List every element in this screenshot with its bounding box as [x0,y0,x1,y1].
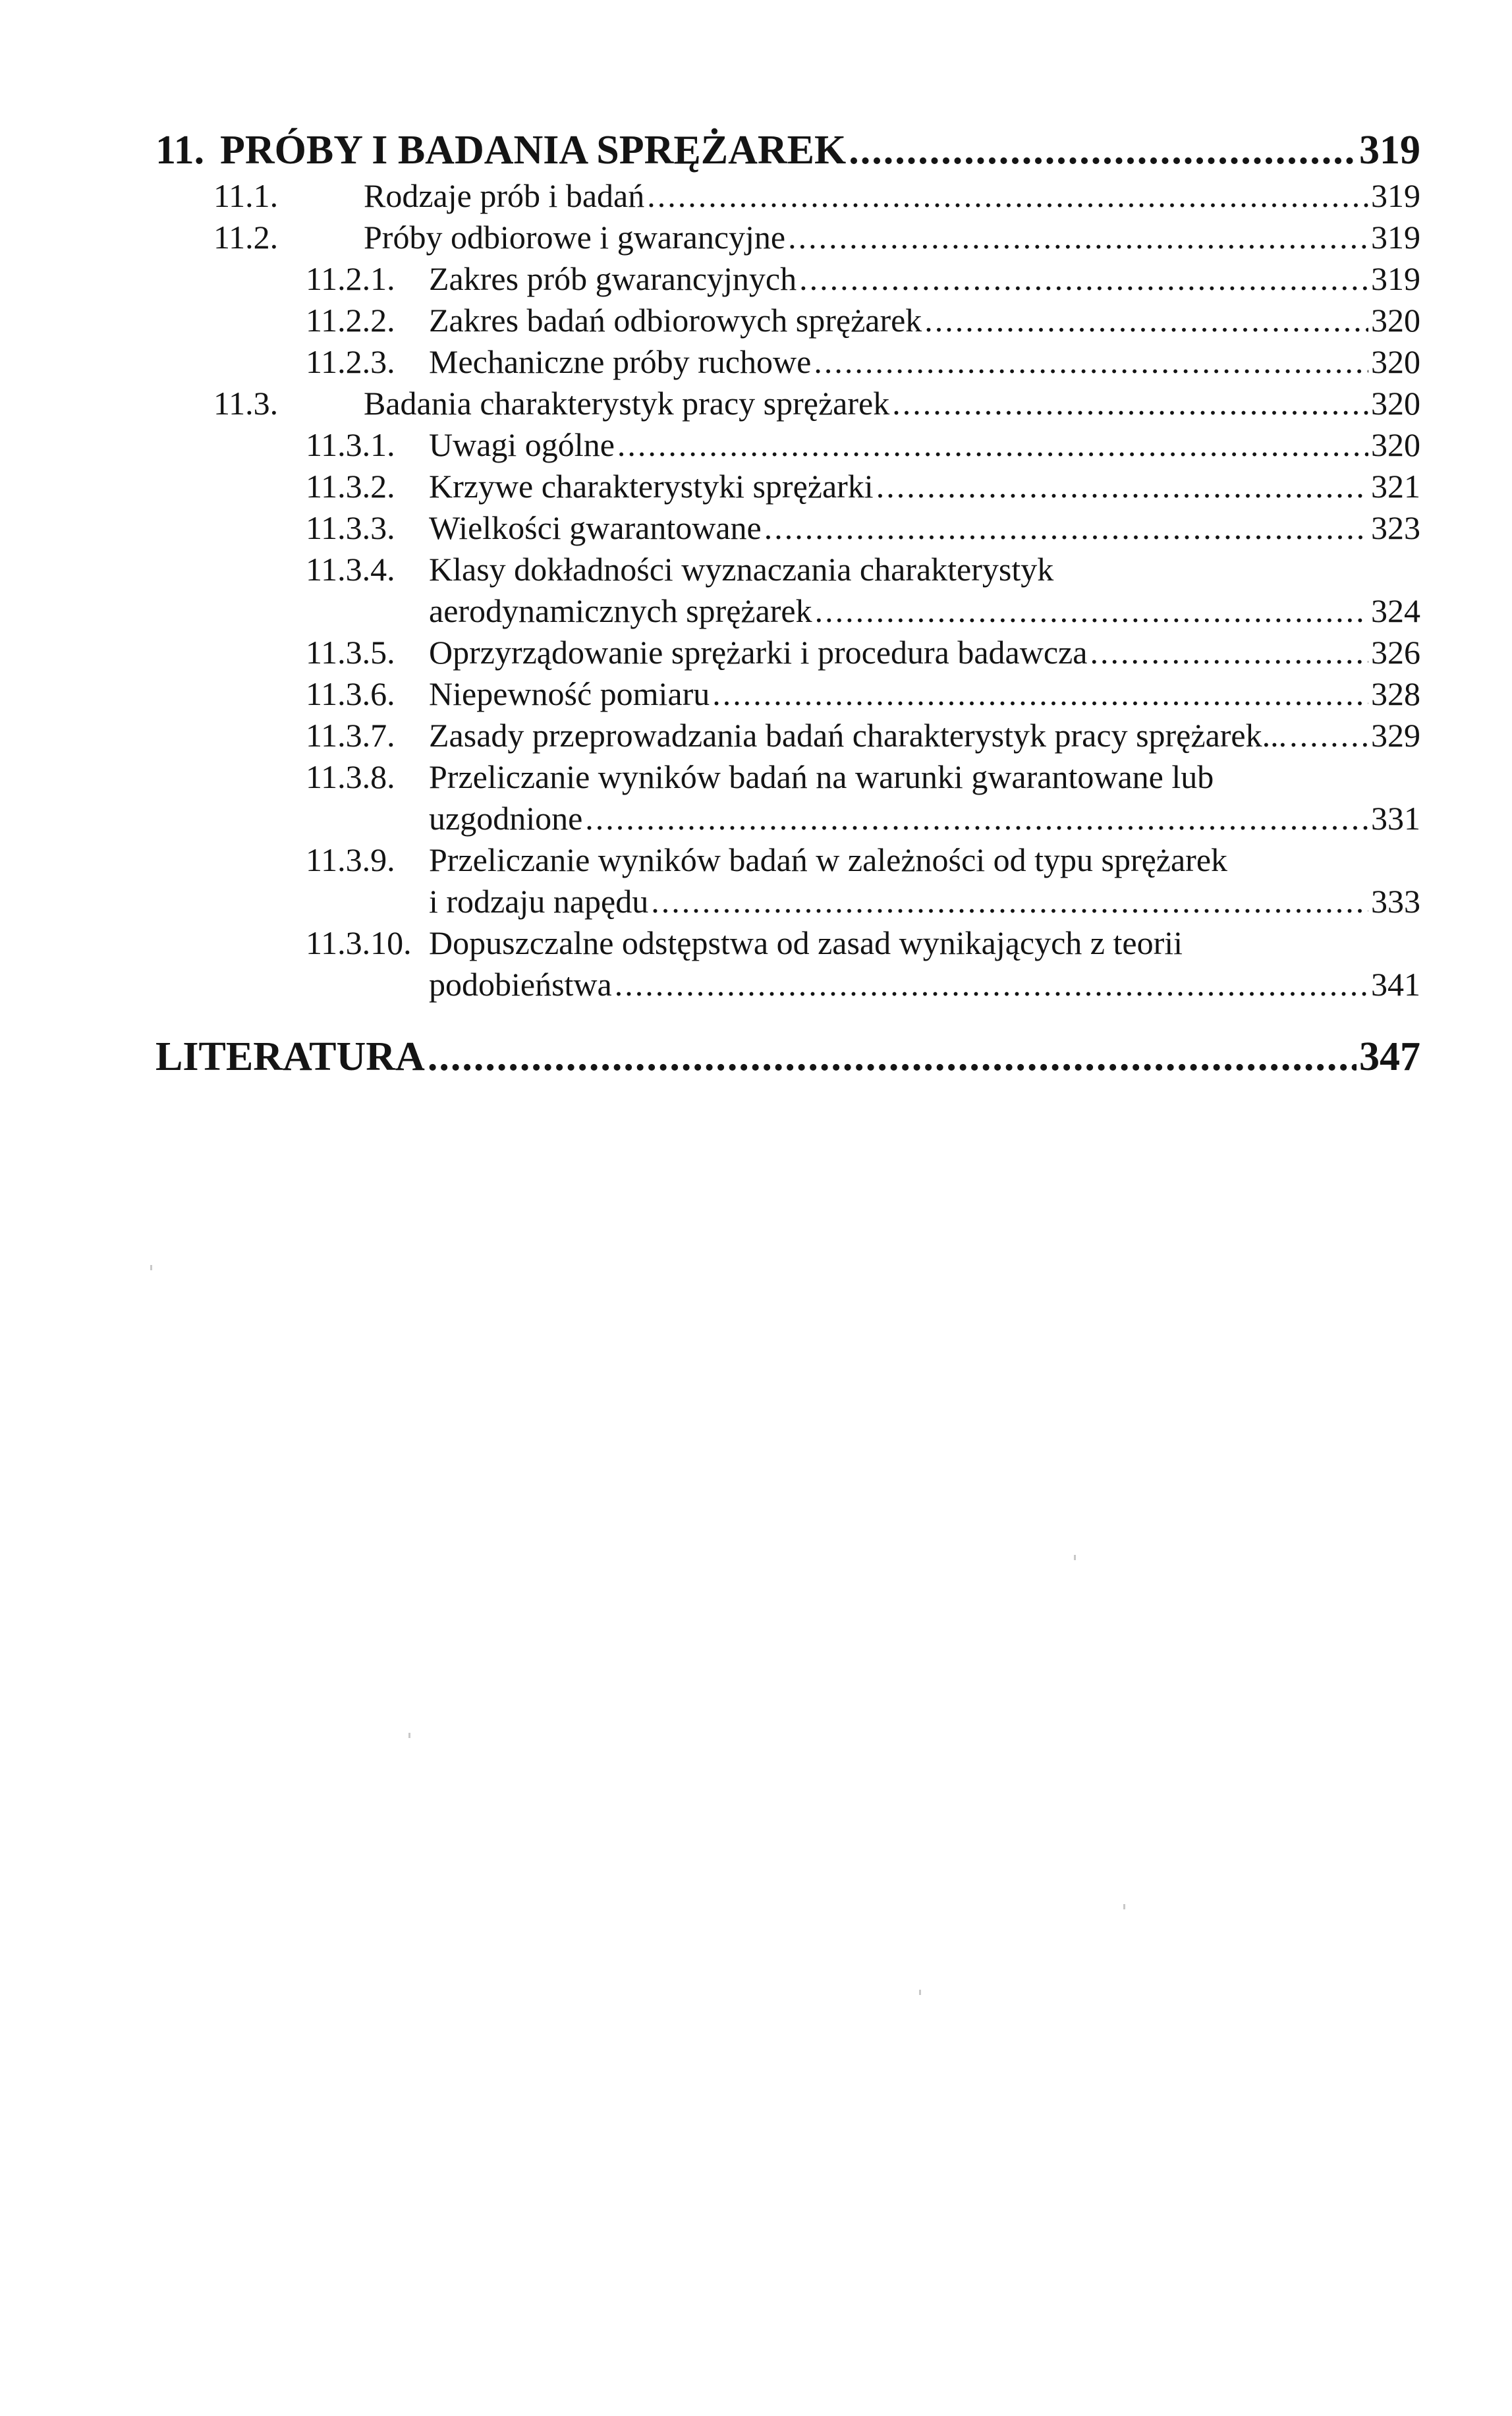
entry-body [429,632,1420,673]
entry-page: 320 [1371,302,1420,339]
entry-page: 329 [1371,717,1420,754]
toc-entry [155,507,1420,549]
entry-title: Przeliczanie wyników badań w zależności od typu sprężarek [429,841,1228,878]
chapter-heading [155,125,1420,175]
entry-title: Wielkości gwarantowane [429,509,762,546]
dot-leader [428,1032,1357,1082]
dot-leader [585,798,1368,839]
entry-body [429,300,1420,341]
entry-body [429,258,1420,300]
entry-number: 11.3.5. [306,634,395,671]
toc-entry [155,715,1420,756]
entry-number: 11.3.6. [306,675,395,712]
entry-title: podobieństwa [429,966,612,1003]
entry-number: 11.3.10. [306,924,412,961]
toc-entries [155,175,1420,1005]
entry-body [429,756,1420,839]
dot-leader [815,590,1368,632]
toc-entry [155,839,1420,922]
entry-number: 11.3.3. [306,509,395,546]
dot-leader [615,964,1368,1005]
entry-body [429,673,1420,715]
dot-leader [892,383,1368,424]
entry-number: 11.3.9. [306,841,395,878]
entry-title: Mechaniczne próby ruchowe [429,343,812,380]
entry-body [364,383,1420,424]
entry-page: 319 [1371,177,1420,214]
entry-number: 11.1. [213,177,279,214]
entry-page: 323 [1371,509,1420,546]
entry-page: 320 [1371,426,1420,463]
entry-number: 11.3.2. [306,468,395,505]
entry-number: 11.3.4. [306,551,395,588]
chapter-number: 11. [155,128,205,173]
literatura-page: 347 [1359,1034,1420,1079]
entry-page: 333 [1371,883,1420,920]
entry-title: Uwagi ogólne [429,426,615,463]
entry-body [429,424,1420,466]
dot-leader [647,175,1368,217]
toc-entry [155,424,1420,466]
entry-title: Oprzyrządowanie sprężarki i procedura badawcza [429,634,1088,671]
entry-title: Badania charakterystyk pracy sprężarek [364,385,890,422]
toc-entry [155,549,1420,632]
entry-number: 11.2.1. [306,260,395,297]
toc-entry [155,383,1420,424]
entry-page: 328 [1371,675,1420,712]
entry-title: Niepewność pomiaru [429,675,710,712]
dot-leader [651,881,1368,922]
toc-entry [155,756,1420,839]
dot-leader [876,466,1368,507]
entry-body [429,507,1420,549]
dot-leader [1090,632,1368,673]
entry-page: 319 [1371,219,1420,256]
entry-page: 331 [1371,800,1420,837]
entry-title: Zasady przeprowadzania badań charakterystyk pracy sprężarek... [429,717,1287,754]
entry-page: 320 [1371,385,1420,422]
dot-leader [849,125,1357,175]
entry-number: 11.3.7. [306,717,395,754]
toc-entry [155,341,1420,383]
chapter-page: 319 [1359,128,1420,173]
entry-page: 326 [1371,634,1420,671]
entry-title: uzgodnione [429,800,583,837]
entry-title: Zakres prób gwarancyjnych [429,260,797,297]
toc-entry [155,175,1420,217]
entry-number: 11.3.1. [306,426,395,463]
dot-leader [799,258,1368,300]
entry-body [429,922,1420,1005]
dot-leader [788,217,1368,258]
entry-page: 341 [1371,966,1420,1003]
dot-leader [764,507,1368,549]
entry-title: Przeliczanie wyników badań na warunki gwarantowane lub [429,758,1214,795]
scan-speck [150,1265,152,1270]
scan-speck [408,1733,410,1738]
entry-page: 319 [1371,260,1420,297]
chapter-title: PRÓBY I BADANIA SPRĘŻAREK [220,128,847,173]
entry-title: Klasy dokładności wyznaczania charakterystyk [429,551,1054,588]
entry-page: 320 [1371,343,1420,380]
dot-leader [712,673,1368,715]
entry-title: Dopuszczalne odstępstwa od zasad wynikających z teorii [429,924,1183,961]
toc-entry [155,466,1420,507]
scan-speck [919,1990,921,1995]
dot-leader [924,300,1368,341]
scan-speck [1074,1555,1076,1560]
entry-number: 11.2. [213,219,279,256]
entry-title: i rodzaju napędu [429,883,649,920]
toc-entry [155,300,1420,341]
entry-title: Krzywe charakterystyki sprężarki [429,468,874,505]
entry-number: 11.3. [213,385,279,422]
entry-number: 11.2.3. [306,343,395,380]
dot-leader [1289,715,1368,756]
dot-leader [814,341,1368,383]
entry-title: aerodynamicznych sprężarek [429,592,812,629]
toc-entry [155,673,1420,715]
entry-body [364,175,1420,217]
entry-body [429,839,1420,922]
entry-title: Próby odbiorowe i gwarancyjne [364,219,786,256]
entry-body [429,341,1420,383]
literatura-heading [155,1032,1420,1082]
toc-entry [155,258,1420,300]
toc-entry [155,632,1420,673]
entry-body [429,549,1420,632]
literatura-title: LITERATURA [155,1034,425,1079]
scan-speck [1123,1904,1125,1909]
dot-leader [617,424,1368,466]
entry-page: 324 [1371,592,1420,629]
entry-title: Zakres badań odbiorowych sprężarek [429,302,922,339]
entry-body [364,217,1420,258]
entry-page: 321 [1371,468,1420,505]
entry-number: 11.2.2. [306,302,395,339]
toc-entry [155,922,1420,1005]
entry-title: Rodzaje prób i badań [364,177,645,214]
entry-number: 11.3.8. [306,758,395,795]
table-of-contents [155,125,1420,1005]
entry-body [429,715,1420,756]
toc-entry [155,217,1420,258]
entry-body [429,466,1420,507]
